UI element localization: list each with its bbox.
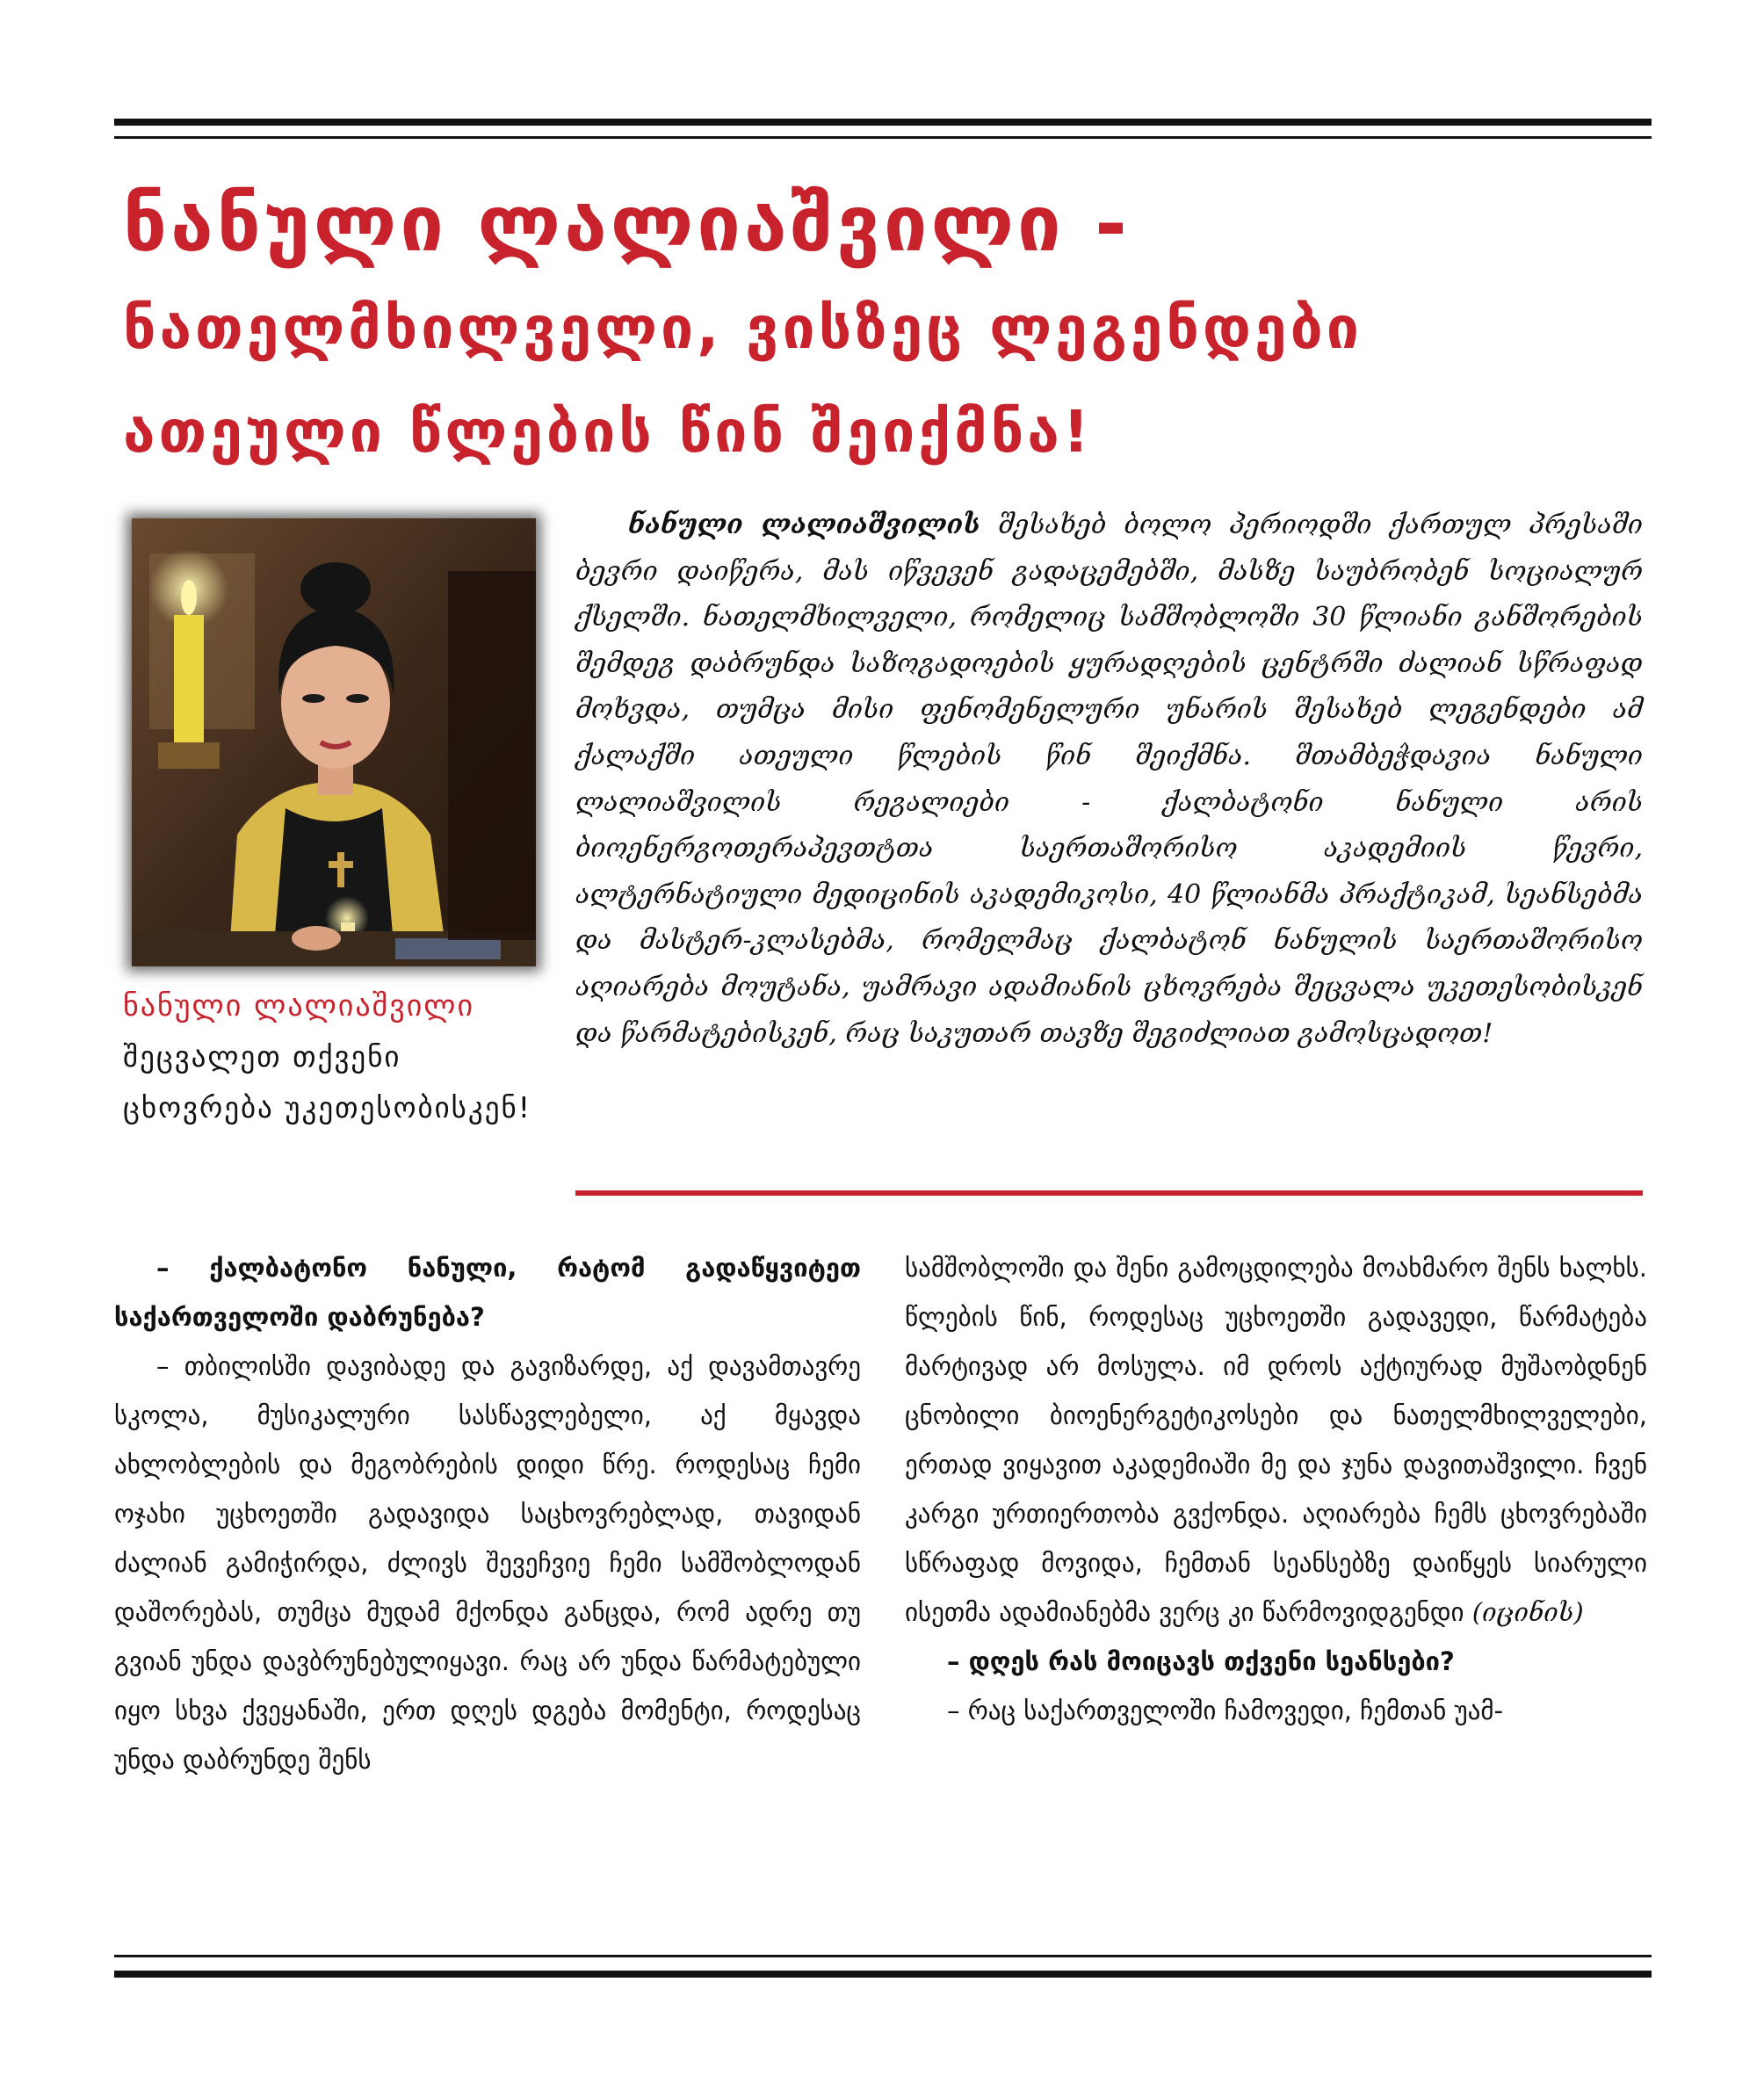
portrait-photo xyxy=(132,518,536,966)
portrait-illustration xyxy=(132,518,536,966)
caption-slogan: შეცვალეთ თქვენი ცხოვრება უკეთესობისკენ! xyxy=(123,1039,531,1125)
bottom-rule-thin xyxy=(114,1955,1652,1957)
answer-1: – თბილისში დავიბადე და გავიზარდე, აქ დავამთავრე სკოლა, მუსიკალური სასწავლებელი, აქ მყავდა ახლობლების და მეგობრების დიდი წრე. როდესაც ჩემი ოჯახი უცხოეთში გადავიდა საცხოვრებლად, თავიდან ძალიან გამიჭირდა, ძლივს შევეჩვიე ჩემი სამშობლოდან დაშორებას, თუმცა მუდამ მქონდა განცდა, რომ ადრე თუ გვიან უნდა დავბრუნებულიყავი. რაც არ უნდა წარმატებული იყო სხვა ქვეყანაში, ერთ დღეს დგება მომენტი, როდესაც უნდა დაბრუნდე შენს xyxy=(114,1351,861,1775)
intro-paragraph xyxy=(575,503,1643,1057)
answer-1-continued-text: სამშობლოში და შენი გამოცდილება მოახმარო შენს ხალხს. წლების წინ, როდესაც უცხოეთში გადავედი, წარმატება მარტივად არ მოსულა. იმ დროს აქტიურად მუშაობდნენ ცნობილი ბიოენერგეტიკოსები და ნათელმხილველები, ერთად ვიყავით აკადემიაში მე და ჯუნა დავითაშვილი. ჩვენ კარგი ურთიერთობა გვქონდა. აღიარება ჩემს ცხოვრებაში სწრაფად მოვიდა, ჩემთან სეანსებზე დაიწყეს სიარული ისეთმა ადამიანებმა ვერც კი წარმოვიდგენდი xyxy=(905,1253,1647,1627)
headline-line-1: ნანული ლალიაშვილი - xyxy=(123,178,1131,269)
question-2: – დღეს რას მოიცავს თქვენი სეანსები? xyxy=(947,1646,1455,1676)
headline-line-2: ნათელმხილველი, ვისზეც ლეგენდები xyxy=(123,294,1363,362)
answer-1-laugh: (იცინის) xyxy=(1471,1597,1584,1627)
intro-lead: ნანული ლალიაშვილის xyxy=(628,510,980,540)
article-column-left xyxy=(114,1243,861,1784)
headline xyxy=(123,171,1669,484)
intro-body: შესახებ ბოლო პერიოდში ქართულ პრესაში ბევრი დაიწერა, მას იწვევენ გადაცემებში, მასზე საუბრობენ სოციალურ ქსელში. ნათელმხილველი, რომელიც სამშობლოში 30 წლიანი განშორების შემდეგ დაბრუნდა საზოგადოების ყურადღების ცენტრში ძალიან სწრაფად მოხვდა, თუმცა მისი ფენომენელური უნარის შესახებ ლეგენდები ამ ქალაქში ათეული წლების წინ შეიქმნა. შთამბეჭდავია ნანული ლალიაშვილის რეგალიები - ქალბატონი ნანული არის ბიოენერგოთერაპევთტთა საერთაშორისო აკადემიის წევრი, ალტერნატიული მედიცინის აკადემიკოსი, 40 წლიანმა პრაქტიკამ, სეანსებმა და მასტერ-კლასებმა, რომელმაც ქალბატონ ნანულის საერთაშორისო აღიარება მოუტანა, უამრავი ადამიანის ცხოვრება შეცვალა უკეთესობისკენ და წარმატებისკენ, რაც საკუთარ თავზე შეგიძლიათ გამოსცადოთ! xyxy=(575,510,1643,1049)
top-rule-thin xyxy=(114,136,1652,139)
question-1: – ქალბატონო ნანული, რატომ გადაწყვიტეთ საქართველოში დაბრუნება? xyxy=(114,1253,861,1332)
answer-1-continued xyxy=(905,1243,1647,1637)
intro-divider xyxy=(575,1190,1643,1196)
answer-2: – რაც საქართველოში ჩამოვედი, ჩემთან უამ- xyxy=(947,1696,1504,1725)
photo-caption xyxy=(123,984,545,1133)
caption-name: ნანული ლალიაშვილი xyxy=(123,988,475,1024)
bottom-rule-thick xyxy=(114,1971,1652,1978)
headline-line-3: ათეული წლების წინ შეიქმნა! xyxy=(123,398,1093,466)
top-rule-thick xyxy=(114,119,1652,126)
article-column-right xyxy=(905,1243,1647,1735)
